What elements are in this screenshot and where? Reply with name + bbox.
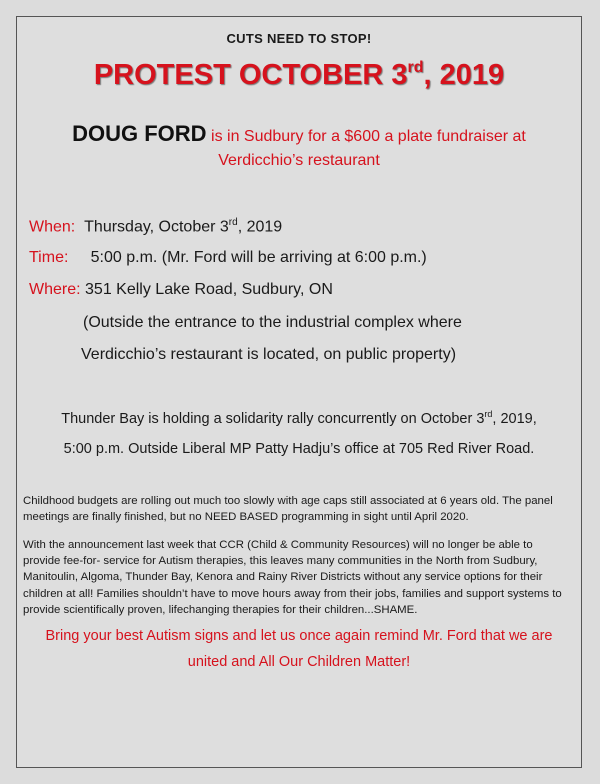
ford-name: DOUG FORD <box>72 121 207 146</box>
paragraph-ccr: With the announcement last week that CCR (Child & Community Resources) will no longer be able to provide fee-for- service for Autism therapies, this leaves many communities in the North from Sudbury, Manitoulin, Algoma, Thunder Bay, Kenora and Rainy River Districts without any service options for their children at all! Families shouldn’t have to move hours away from their jobs, families and support systems to provide scientifically proven, lifechanging therapies for their children...SHAME. <box>23 539 562 616</box>
time-row <box>29 249 427 267</box>
when-label: When: <box>29 218 76 236</box>
flyer <box>16 16 582 768</box>
paragraph-budgets: Childhood budgets are rolling out much too slowly with age caps still associated at 6 years old. The panel meetings are finally finished, but no NEED BASED programming in sight until April 2020. <box>23 495 553 524</box>
rally-1-sup: rd <box>484 409 493 419</box>
protest-title-year: , 2019 <box>423 59 505 91</box>
protest-title <box>17 59 581 92</box>
time-value: 5:00 p.m. (Mr. Ford will be arriving at 6:00 p.m.) <box>90 249 427 266</box>
when-value: Thursday, October 3 <box>84 218 229 236</box>
when-row <box>29 217 282 236</box>
closing-line-1: Bring your best Autism signs and let us once again remind Mr. Ford that we are <box>45 628 553 644</box>
rally-1b: , 2019, <box>492 410 537 427</box>
where-note-2: Verdicchio’s restaurant is located, on public property) <box>81 346 457 363</box>
where-note-1: (Outside the entrance to the industrial complex where <box>83 314 462 331</box>
protest-title-sup: rd <box>407 59 424 76</box>
when-sup: rd <box>228 217 238 228</box>
rally-1a: Thunder Bay is holding a solidarity rally concurrently on October 3 <box>61 410 485 427</box>
ford-line <box>17 121 581 147</box>
time-label: Time: <box>29 249 69 266</box>
rally-line-1 <box>17 409 581 427</box>
top-heading: CUTS NEED TO STOP! <box>226 31 372 46</box>
where-row <box>29 281 333 299</box>
closing-line-2: united and All Our Children Matter! <box>187 654 411 670</box>
where-value: 351 Kelly Lake Road, Sudbury, ON <box>85 281 333 298</box>
ford-text-2: Verdicchio’s restaurant <box>218 152 380 169</box>
when-year: , 2019 <box>237 218 283 236</box>
protest-title-main: PROTEST OCTOBER 3 <box>93 59 408 91</box>
where-label: Where: <box>29 281 81 298</box>
ford-text-1: is in Sudbury for a $600 a plate fundraiser at <box>206 128 526 145</box>
rally-line-2: 5:00 p.m. Outside Liberal MP Patty Hadju’s office at 705 Red River Road. <box>63 441 535 457</box>
